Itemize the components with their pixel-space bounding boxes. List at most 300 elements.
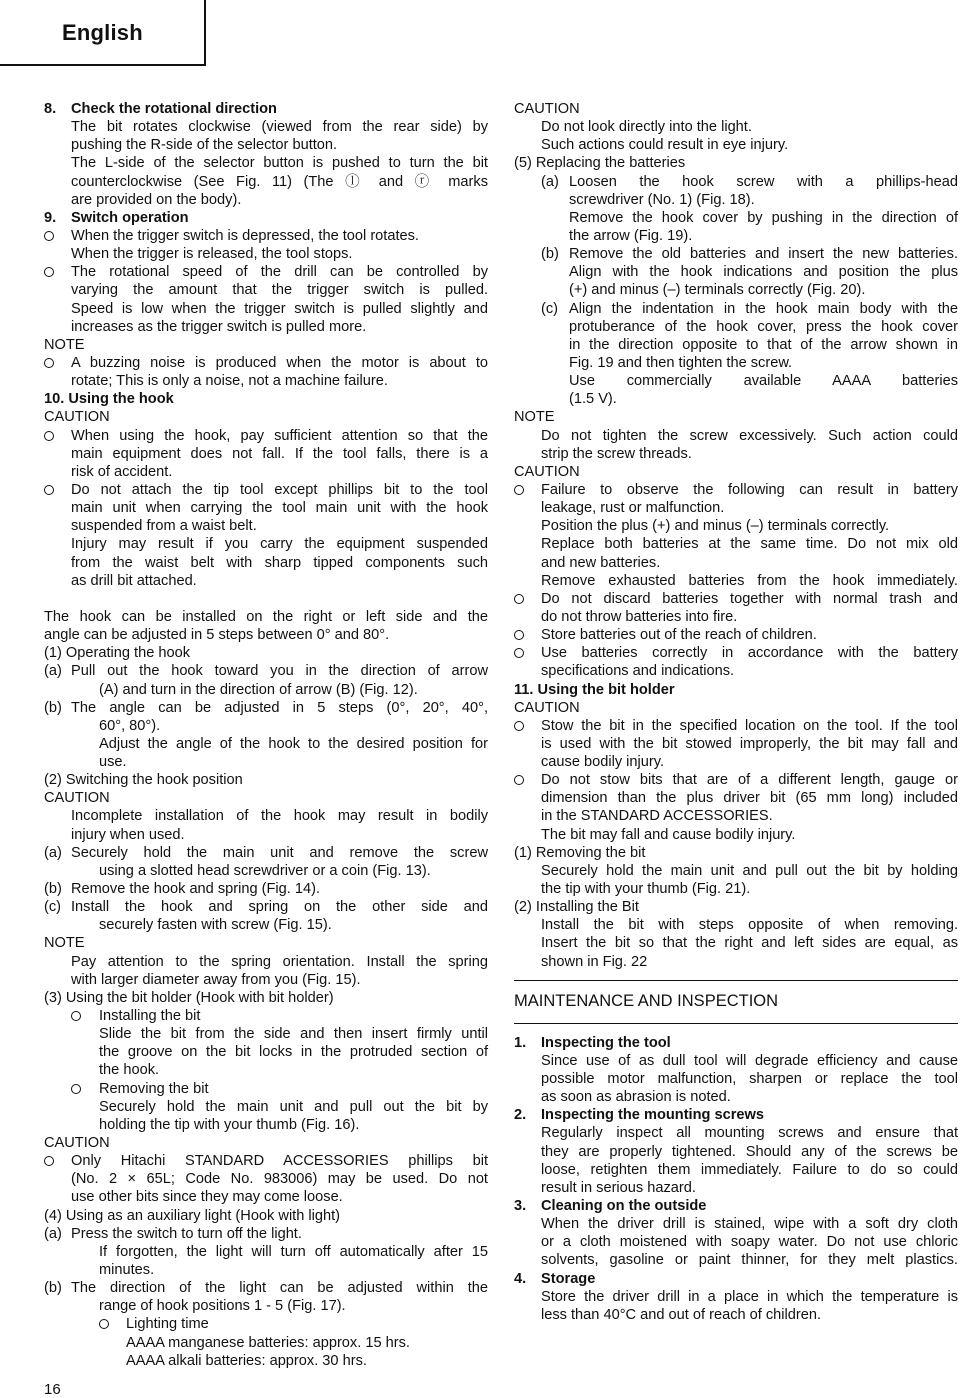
line-text: NOTE bbox=[514, 409, 555, 426]
text-line bbox=[44, 1043, 488, 1061]
text-line bbox=[514, 227, 958, 245]
bullet-circle-icon bbox=[44, 227, 54, 246]
line-text: Insert the bit so that the right and left sides are equal, as bbox=[541, 935, 958, 952]
text-line bbox=[44, 300, 488, 318]
section-heading: Check the rotational direction bbox=[71, 101, 277, 117]
line-text: Align the indentation in the hook main body with the bbox=[569, 300, 958, 317]
text-line bbox=[44, 554, 488, 572]
line-text: Do not look directly into the light. bbox=[541, 119, 752, 136]
line-text: Incomplete installation of the hook may result in bodily bbox=[71, 808, 488, 825]
line-text: solvents, gasoline or paint thinner, for they melt plastics. bbox=[541, 1252, 958, 1269]
text-line bbox=[514, 1088, 958, 1106]
line-text: Use batteries correctly in accordance with the battery bbox=[541, 645, 958, 662]
text-line bbox=[514, 1251, 958, 1269]
line-text: Securely hold the main unit and remove the screw bbox=[71, 844, 488, 861]
circle-bullet-icon bbox=[71, 1084, 81, 1094]
section-heading: Inspecting the tool bbox=[541, 1034, 671, 1051]
item-marker: 2. bbox=[514, 1107, 527, 1124]
text-line bbox=[44, 336, 488, 354]
circle-bullet-icon bbox=[44, 431, 54, 441]
line-text: Such actions could result in eye injury. bbox=[541, 137, 789, 154]
line-text: from the waist belt with sharp tipped components such bbox=[71, 554, 488, 571]
line-text: screwdriver (No. 1) (Fig. 18). bbox=[569, 191, 755, 208]
line-text: CAUTION bbox=[514, 699, 580, 716]
line-text: 60°, 80°). bbox=[99, 717, 161, 734]
item-marker: 1. bbox=[514, 1034, 527, 1051]
text-line bbox=[514, 1143, 958, 1161]
text-line bbox=[44, 1315, 488, 1333]
line-text: CAUTION bbox=[44, 790, 110, 807]
line-text: The direction of the light can be adjusted within the bbox=[71, 1280, 488, 1297]
line-text: Remove the old batteries and insert the new batteries. bbox=[569, 246, 958, 263]
text-line bbox=[514, 1106, 958, 1124]
line-text: main equipment does not fall. If the tool falls, there is a bbox=[71, 445, 488, 462]
line-text: (A) and turn in the direction of arrow (B) (Fig. 12). bbox=[99, 681, 418, 698]
text-line bbox=[514, 191, 958, 209]
line-text: Loosen the hook screw with a phillips-head bbox=[569, 173, 958, 190]
line-text: CAUTION bbox=[44, 409, 110, 426]
section-heading: MAINTENANCE AND INSPECTION bbox=[514, 991, 779, 1010]
text-line bbox=[44, 681, 488, 699]
line-text: as drill bit attached. bbox=[71, 572, 197, 589]
item-marker: (c) bbox=[541, 300, 559, 317]
text-line bbox=[514, 481, 958, 499]
bullet-circle-icon bbox=[71, 1080, 81, 1099]
text-line bbox=[44, 826, 488, 844]
text-line bbox=[514, 427, 958, 445]
text-line bbox=[44, 934, 488, 952]
text-line bbox=[514, 1070, 958, 1088]
section-heading: 11. Using the bit holder bbox=[514, 681, 675, 698]
bullet-circle-icon bbox=[44, 1152, 54, 1171]
item-marker: (b) bbox=[44, 881, 62, 898]
text-line bbox=[514, 318, 958, 336]
line-text: loose, retighten them immediately. Failure to do so could bbox=[541, 1161, 958, 1178]
text-line bbox=[44, 354, 488, 372]
text-line bbox=[44, 445, 488, 463]
language-tab bbox=[0, 0, 206, 66]
line-text: using a slotted head screwdriver or a coin (Fig. 13). bbox=[99, 862, 431, 879]
line-text: Lighting time bbox=[126, 1316, 209, 1333]
text-line bbox=[514, 390, 958, 408]
line-text: Remove the hook cover by pushing in the direction of bbox=[569, 209, 958, 226]
line-text: The angle can be adjusted in 5 steps (0°, 20°, 40°, bbox=[71, 699, 488, 716]
text-line bbox=[44, 499, 488, 517]
text-line bbox=[514, 300, 958, 318]
line-text: result in serious hazard. bbox=[541, 1179, 696, 1196]
line-text: risk of accident. bbox=[71, 463, 173, 480]
text-line bbox=[514, 590, 958, 608]
text-line bbox=[44, 971, 488, 989]
text-line bbox=[44, 1207, 488, 1225]
text-line bbox=[44, 626, 488, 644]
text-line bbox=[514, 807, 958, 825]
text-line bbox=[44, 191, 488, 209]
left-column bbox=[44, 100, 488, 1370]
text-line bbox=[514, 1052, 958, 1070]
section-heading: 10. Using the hook bbox=[44, 391, 174, 408]
line-text: Pull out the hook toward you in the direction of arrow bbox=[71, 663, 488, 680]
text-line bbox=[44, 989, 488, 1007]
text-line bbox=[514, 463, 958, 481]
line-text: Press the switch to turn off the light. bbox=[71, 1225, 302, 1242]
line-text: When the driver drill is stained, wipe with a soft dry cloth bbox=[541, 1216, 958, 1233]
line-text: Position the plus (+) and minus (–) terminals correctly. bbox=[541, 518, 890, 535]
line-text: leakage, rust or malfunction. bbox=[541, 500, 725, 517]
line-text: and new batteries. bbox=[541, 554, 661, 571]
text-line bbox=[44, 789, 488, 807]
section-heading: Switch operation bbox=[71, 209, 189, 226]
line-text: Do not attach the tip tool except phillips bit to the tool bbox=[71, 481, 488, 498]
text-line bbox=[514, 445, 958, 463]
line-text: varying the amount that the trigger switch is pulled. bbox=[71, 282, 488, 299]
text-line bbox=[514, 517, 958, 535]
line-text: Pay attention to the spring orientation. Install the spring bbox=[71, 953, 488, 970]
text-line bbox=[514, 100, 958, 118]
text-line bbox=[44, 517, 488, 535]
text-line bbox=[514, 753, 958, 771]
bullet-circle-icon bbox=[514, 590, 524, 609]
line-text: Regularly inspect all mounting screws and ensure that bbox=[541, 1125, 958, 1142]
text-line bbox=[514, 1034, 958, 1052]
item-marker: 8. bbox=[44, 101, 57, 117]
line-text: angle can be adjusted in 5 steps between 0° and 80°. bbox=[44, 627, 390, 644]
item-marker: (b) bbox=[541, 246, 559, 263]
text-line bbox=[514, 354, 958, 372]
line-text: Since use of as dull tool will degrade efficiency and cause bbox=[541, 1052, 958, 1069]
text-line bbox=[514, 1197, 958, 1215]
circle-bullet-icon bbox=[514, 594, 524, 604]
line-text: securely fasten with screw (Fig. 15). bbox=[99, 917, 332, 934]
text-line bbox=[514, 844, 958, 862]
line-text: Securely hold the main unit and pull out the bit by bbox=[99, 1098, 488, 1115]
line-text: Removing the bit bbox=[99, 1080, 209, 1097]
text-line bbox=[44, 880, 488, 898]
text-line bbox=[514, 916, 958, 934]
line-text: strip the screw threads. bbox=[541, 445, 692, 462]
text-line bbox=[514, 154, 958, 172]
bullet-circle-icon bbox=[44, 427, 54, 446]
circle-bullet-icon bbox=[514, 648, 524, 658]
text-line bbox=[44, 1334, 488, 1352]
text-line bbox=[514, 1161, 958, 1179]
line-text: If forgotten, the light will turn off automatically after 15 bbox=[99, 1243, 488, 1260]
text-line bbox=[514, 1179, 958, 1197]
text-line bbox=[514, 336, 958, 354]
bullet-circle-icon bbox=[514, 717, 524, 736]
line-text: cause bodily injury. bbox=[541, 754, 665, 771]
bullet-circle-icon bbox=[514, 481, 524, 500]
circle-bullet-icon bbox=[99, 1319, 109, 1329]
text-line bbox=[44, 173, 488, 191]
line-text: the hook. bbox=[99, 1062, 160, 1079]
line-text: Do not tighten the screw excessively. Such action could bbox=[541, 427, 958, 444]
line-text: When the trigger is released, the tool stops. bbox=[71, 246, 353, 263]
circle-bullet-icon bbox=[514, 721, 524, 731]
line-text: pushing the R-side of the selector button. bbox=[71, 137, 338, 154]
line-text: Replace both batteries at the same time. Do not mix old bbox=[541, 536, 958, 553]
line-text: AAAA alkali batteries: approx. 30 hrs. bbox=[126, 1352, 367, 1369]
line-text: CAUTION bbox=[514, 101, 580, 117]
text-line bbox=[514, 717, 958, 735]
bullet-circle-icon bbox=[514, 644, 524, 663]
circle-bullet-icon bbox=[44, 231, 54, 241]
text-line bbox=[44, 390, 488, 408]
text-line bbox=[44, 281, 488, 299]
line-text: main unit when carrying the tool main unit with the hook bbox=[71, 500, 488, 517]
line-text: Install the bit with steps opposite of when removing. bbox=[541, 917, 958, 934]
line-text: The bit may fall and cause bodily injury. bbox=[541, 826, 796, 843]
text-line bbox=[44, 1007, 488, 1025]
circle-bullet-icon bbox=[44, 485, 54, 495]
item-marker: (a) bbox=[44, 1225, 62, 1242]
line-text: suspended from a waist belt. bbox=[71, 518, 257, 535]
text-line bbox=[44, 535, 488, 553]
line-text: The bit rotates clockwise (viewed from the rear side) by bbox=[71, 119, 488, 136]
text-line bbox=[514, 173, 958, 191]
text-line bbox=[514, 572, 958, 590]
text-line bbox=[514, 281, 958, 299]
text-line bbox=[44, 100, 488, 118]
text-line bbox=[514, 408, 958, 426]
circle-bullet-icon bbox=[44, 358, 54, 368]
text-line bbox=[514, 1288, 958, 1306]
circle-bullet-icon bbox=[514, 485, 524, 495]
text-line bbox=[44, 1098, 488, 1116]
text-line bbox=[514, 245, 958, 263]
line-text: Store the driver drill in a place in which the temperature is bbox=[541, 1288, 958, 1305]
text-line bbox=[514, 771, 958, 789]
page-number: 16 bbox=[44, 1381, 61, 1398]
section-rule bbox=[514, 1023, 958, 1024]
line-text: use other bits since they may come loose. bbox=[71, 1189, 343, 1206]
text-line bbox=[514, 1270, 958, 1288]
text-line bbox=[514, 789, 958, 807]
text-line bbox=[514, 1215, 958, 1233]
line-text: range of hook positions 1 - 5 (Fig. 17). bbox=[99, 1298, 346, 1315]
text-line bbox=[514, 608, 958, 626]
text-line bbox=[44, 807, 488, 825]
text-line bbox=[44, 753, 488, 771]
section-rule bbox=[514, 980, 958, 981]
line-text: Installing the bit bbox=[99, 1008, 201, 1025]
text-line bbox=[44, 898, 488, 916]
text-line bbox=[514, 826, 958, 844]
text-line bbox=[514, 735, 958, 753]
text-line bbox=[44, 608, 488, 626]
text-line bbox=[514, 1306, 958, 1324]
line-text: (1) Operating the hook bbox=[44, 645, 191, 662]
text-line bbox=[44, 154, 488, 172]
item-marker: (a) bbox=[541, 173, 559, 190]
line-text: Injury may result if you carry the equipment suspended bbox=[71, 536, 488, 553]
line-text: Slide the bit from the side and then insert firmly until bbox=[99, 1026, 488, 1043]
line-text: protuberance of the hook cover, press the hook cover bbox=[569, 318, 958, 335]
line-text: (1.5 V). bbox=[569, 391, 617, 408]
line-text: holding the tip with your thumb (Fig. 16). bbox=[99, 1116, 360, 1133]
line-text: less than 40°C and out of reach of children. bbox=[541, 1306, 822, 1323]
line-text: The L-side of the selector button is pushed to turn the bit bbox=[71, 155, 488, 172]
line-text: the arrow (Fig. 19). bbox=[569, 227, 693, 244]
text-line bbox=[44, 463, 488, 481]
line-text: in the STANDARD ACCESSORIES. bbox=[541, 808, 773, 825]
text-line bbox=[44, 136, 488, 154]
line-text: Adjust the angle of the hook to the desired position for bbox=[99, 735, 488, 752]
line-text: Remove exhausted batteries from the hook immediately. bbox=[541, 572, 958, 589]
line-text: NOTE bbox=[44, 336, 85, 353]
text-line bbox=[44, 227, 488, 245]
line-text: as soon as abrasion is noted. bbox=[541, 1089, 731, 1106]
line-text: CAUTION bbox=[44, 1135, 110, 1152]
line-text: Store batteries out of the reach of children. bbox=[541, 627, 817, 644]
circle-bullet-icon bbox=[514, 775, 524, 785]
text-line bbox=[44, 862, 488, 880]
text-line bbox=[44, 572, 488, 590]
text-line bbox=[44, 735, 488, 753]
bullet-circle-icon bbox=[71, 1007, 81, 1026]
line-text: with larger diameter away from you (Fig. 15). bbox=[71, 971, 361, 988]
line-text: is used with the bit stowed improperly, the bit may fall and bbox=[541, 735, 958, 752]
line-text: (5) Replacing the batteries bbox=[514, 155, 686, 172]
line-text: Securely hold the main unit and pull out the bit by holding bbox=[541, 862, 958, 879]
line-text: When using the hook, pay sufficient attention so that the bbox=[71, 427, 488, 444]
line-text: Failure to observe the following can result in battery bbox=[541, 481, 958, 498]
text-line bbox=[44, 771, 488, 789]
line-text: the groove on the bit locks in the protruded section of bbox=[99, 1044, 488, 1061]
item-marker: (a) bbox=[44, 844, 62, 861]
line-text: Fig. 19 and then tighten the screw. bbox=[569, 354, 793, 371]
line-text: CAUTION bbox=[514, 463, 580, 480]
section-heading: Inspecting the mounting screws bbox=[541, 1107, 764, 1124]
line-text: (2) Switching the hook position bbox=[44, 772, 243, 789]
text-line bbox=[514, 934, 958, 952]
text-line bbox=[44, 1225, 488, 1243]
text-line bbox=[44, 1152, 488, 1170]
line-text: Do not discard batteries together with normal trash and bbox=[541, 590, 958, 607]
text-line bbox=[44, 699, 488, 717]
circle-bullet-icon bbox=[44, 1156, 54, 1166]
text-line bbox=[44, 1352, 488, 1370]
text-line bbox=[44, 1080, 488, 1098]
text-line bbox=[44, 916, 488, 934]
text-line bbox=[44, 1279, 488, 1297]
text-line bbox=[44, 717, 488, 735]
line-text: specifications and indications. bbox=[541, 663, 735, 680]
text-line bbox=[514, 554, 958, 572]
line-text: injury when used. bbox=[71, 826, 185, 843]
text-line bbox=[514, 209, 958, 227]
text-line bbox=[514, 644, 958, 662]
text-line bbox=[44, 662, 488, 680]
item-marker: (b) bbox=[44, 1280, 62, 1297]
line-text: Remove the hook and spring (Fig. 14). bbox=[71, 881, 321, 898]
circle-bullet-icon bbox=[514, 630, 524, 640]
text-line bbox=[44, 372, 488, 390]
line-text: Align with the hook indications and position the plus bbox=[569, 264, 958, 281]
line-text: Use commercially available AAAA batteries bbox=[569, 373, 958, 390]
text-line bbox=[44, 844, 488, 862]
text-line bbox=[44, 1170, 488, 1188]
line-text: Speed is low when the trigger switch is pulled slightly and bbox=[71, 300, 488, 317]
line-text: possible motor malfunction, sharpen or replace the tool bbox=[541, 1071, 958, 1088]
line-text: (+) and minus (–) terminals correctly (Fig. 20). bbox=[569, 282, 866, 299]
bullet-circle-icon bbox=[99, 1315, 109, 1334]
text-line bbox=[44, 209, 488, 227]
text-line bbox=[44, 1116, 488, 1134]
bullet-circle-icon bbox=[44, 354, 54, 373]
bullet-circle-icon bbox=[44, 263, 54, 282]
line-text: Install the hook and spring on the other side and bbox=[71, 899, 488, 916]
text-line bbox=[44, 427, 488, 445]
text-line bbox=[514, 862, 958, 880]
item-marker: (a) bbox=[44, 663, 62, 680]
text-line bbox=[514, 880, 958, 898]
line-text: do not throw batteries into fire. bbox=[541, 608, 738, 625]
line-text: use. bbox=[99, 754, 127, 771]
line-text: increases as the trigger switch is pulled more. bbox=[71, 318, 367, 335]
bullet-circle-icon bbox=[44, 481, 54, 500]
text-line bbox=[514, 1233, 958, 1251]
line-text: The hook can be installed on the right or left side and the bbox=[44, 608, 488, 625]
text-line bbox=[44, 481, 488, 499]
text-line bbox=[514, 499, 958, 517]
text-line bbox=[44, 118, 488, 136]
line-text: Do not stow bits that are of a different length, gauge or bbox=[541, 772, 958, 789]
spacer bbox=[44, 590, 488, 608]
line-text: The rotational speed of the drill can be controlled by bbox=[71, 264, 488, 281]
text-line bbox=[514, 626, 958, 644]
section-heading: Cleaning on the outside bbox=[541, 1198, 707, 1215]
section-heading: Storage bbox=[541, 1270, 596, 1287]
item-marker: (c) bbox=[44, 899, 62, 916]
line-text: in the direction opposite to that of the arrow shown in bbox=[569, 336, 958, 353]
text-line bbox=[44, 1261, 488, 1279]
circle-bullet-icon bbox=[44, 267, 54, 277]
text-line bbox=[44, 1061, 488, 1079]
text-line bbox=[44, 1025, 488, 1043]
line-text: shown in Fig. 22 bbox=[541, 953, 648, 970]
text-line bbox=[514, 699, 958, 717]
text-line bbox=[514, 898, 958, 916]
line-text: minutes. bbox=[99, 1262, 155, 1278]
text-line bbox=[514, 263, 958, 281]
text-line bbox=[514, 953, 958, 971]
text-line bbox=[44, 1188, 488, 1206]
text-line bbox=[44, 953, 488, 971]
line-text: NOTE bbox=[44, 935, 85, 952]
line-text: Stow the bit in the specified location on the tool. If the tool bbox=[541, 717, 958, 734]
text-line bbox=[514, 681, 958, 699]
item-marker: 9. bbox=[44, 209, 57, 226]
text-line bbox=[514, 1124, 958, 1142]
right-column bbox=[514, 100, 958, 1324]
line-text: (1) Removing the bit bbox=[514, 844, 646, 861]
item-marker: (b) bbox=[44, 699, 62, 716]
line-text: dimension than the plus driver bit (65 mm long) included bbox=[541, 790, 958, 807]
text-line bbox=[44, 245, 488, 263]
text-line bbox=[514, 535, 958, 553]
line-text: Only Hitachi STANDARD ACCESSORIES phillips bit bbox=[71, 1153, 488, 1170]
line-text: When the trigger switch is depressed, the tool rotates. bbox=[71, 227, 419, 244]
line-text: (2) Installing the Bit bbox=[514, 899, 639, 916]
item-marker: 4. bbox=[514, 1270, 527, 1287]
text-line bbox=[44, 1297, 488, 1315]
bullet-circle-icon bbox=[514, 771, 524, 790]
line-text: counterclockwise (See Fig. 11) (The ⓛ and ⓡ marks bbox=[71, 173, 488, 190]
text-line bbox=[44, 408, 488, 426]
bullet-circle-icon bbox=[514, 626, 524, 645]
text-line bbox=[514, 372, 958, 390]
